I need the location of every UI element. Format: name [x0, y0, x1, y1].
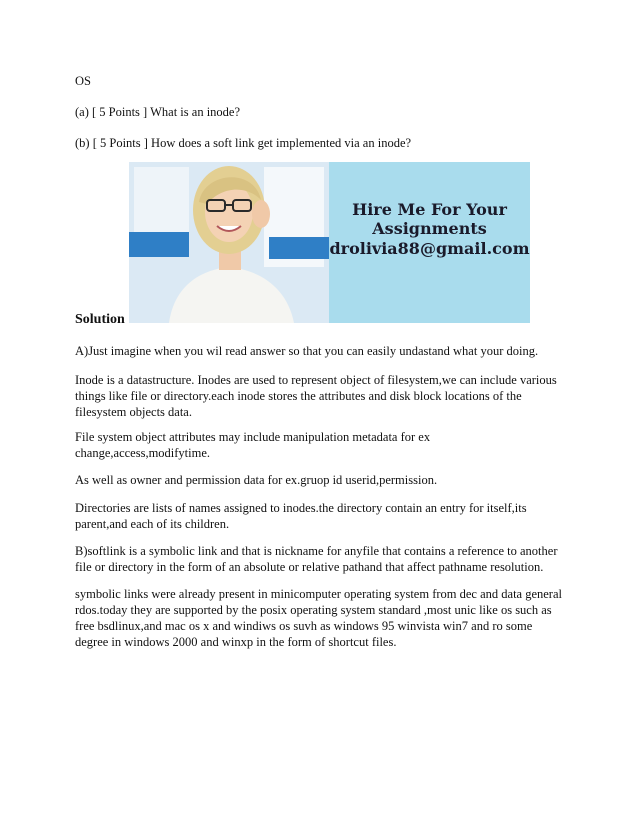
ad-email[interactable]: drolivia88@gmail.com: [329, 239, 530, 258]
answer-paragraph: [75, 500, 575, 532]
paragraph-line: file or directory in the form of an absolute or relative pathand that affect pathname resolution.: [75, 560, 544, 574]
paragraph-line: Inode is a datastructure. Inodes are used to represent object of filesystem,we can include various: [75, 373, 557, 387]
paragraph-line: change,access,modifytime.: [75, 446, 211, 460]
paragraph-line: symbolic links were already present in minicomputer operating system from dec and data general: [75, 587, 562, 601]
paragraph-line: B)softlink is a symbolic link and that is nickname for anyfile that contains a reference to another: [75, 544, 558, 558]
paragraph-line: parent,and each of its children.: [75, 517, 230, 531]
solution-heading: Solution: [75, 312, 125, 327]
answer-paragraph: [75, 343, 575, 359]
paragraph-line: A)Just imagine when you wil read answer so that you can easily undastand what your doing.: [75, 344, 539, 358]
ad-line-1: Hire Me For Your: [352, 200, 507, 219]
answer-paragraph: [75, 543, 575, 575]
ad-text: [329, 200, 530, 259]
paragraph-line: File system object attributes may include manipulation metadata for ex: [75, 430, 431, 444]
answer-paragraph: [75, 586, 575, 650]
paragraph-line: rdos.today they are supported by the posix operating system standard ,most unic like os such as: [75, 603, 552, 617]
woman-photo: [129, 162, 329, 323]
ad-line-2: Assignments: [372, 219, 487, 238]
paragraph-line: degree in windows 2000 and winxp in the form of shortcut files.: [75, 635, 397, 649]
paragraph-line: things like file or directory.each inode stores the attributes and disk block locations of the: [75, 389, 522, 403]
paragraph-line: free bsdlinux,and mac os x and windiws os suvh as windows 95 winvista win7 and ro some: [75, 619, 533, 633]
subject-title: OS: [75, 74, 91, 88]
paragraph-line: Directories are lists of names assigned to inodes.the directory contain an entry for itself,its: [75, 501, 527, 515]
answer-paragraph: [75, 429, 575, 461]
question-a: (a) [ 5 Points ] What is an inode?: [75, 105, 241, 119]
ad-banner[interactable]: [129, 162, 530, 323]
answer-paragraph: [75, 372, 575, 420]
paragraph-line: filesystem objects data.: [75, 405, 192, 419]
question-b: (b) [ 5 Points ] How does a soft link get implemented via an inode?: [75, 136, 412, 150]
answer-paragraph: [75, 472, 575, 488]
paragraph-line: As well as owner and permission data for ex.gruop id userid,permission.: [75, 473, 438, 487]
